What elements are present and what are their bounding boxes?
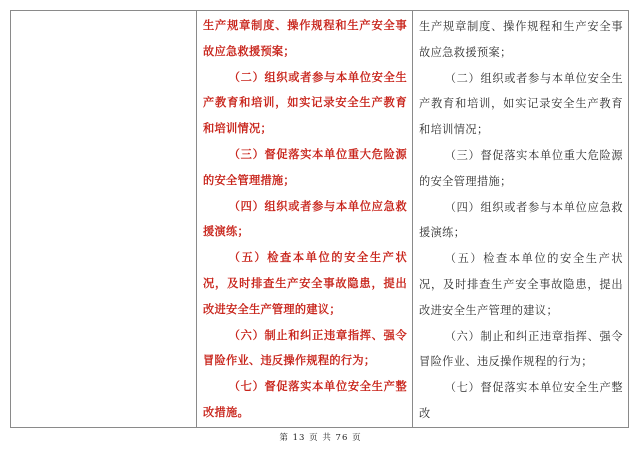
revised-paragraph: （六）制止和纠正违章指挥、强令冒险作业、违反操作规程的行为； — [203, 328, 407, 368]
revised-paragraph: （三）督促落实本单位重大危险源的安全管理措施； — [203, 147, 407, 187]
revised-text-cell — [197, 11, 413, 428]
original-text-cell — [413, 11, 629, 428]
original-paragraph: （六）制止和纠正违章指挥、强令冒险作业、违反操作规程的行为； — [419, 329, 623, 369]
blank-cell-text — [11, 11, 196, 13]
page-number-footer: 第 13 页 共 76 页 — [279, 433, 362, 443]
original-paragraph: （二）组织或者参与本单位安全生产教育和培训，如实记录安全生产教育和培训情况； — [419, 71, 623, 137]
original-paragraph: （七）督促落实本单位安全生产整改 — [419, 381, 623, 420]
original-paragraph: 生产规章制度、操作规程和生产安全事故应急救援预案； — [419, 20, 623, 59]
revised-paragraph: 生产规章制度、操作规程和生产安全事故应急救援预案； — [203, 19, 407, 58]
original-paragraph: （三）督促落实本单位重大危险源的安全管理措施； — [419, 148, 623, 188]
table-row — [11, 11, 629, 428]
original-paragraph: （五）检查本单位的安全生产状况，及时排查生产安全事故隐患，提出改进安全生产管理的建议； — [419, 252, 623, 317]
revised-paragraph: （二）组织或者参与本单位安全生产教育和培训，如实记录安全生产教育和培训情况； — [203, 70, 407, 136]
comparison-table — [10, 10, 629, 428]
original-paragraph: （四）组织或者参与本单位应急救援演练； — [419, 200, 623, 240]
revised-paragraph: （七）督促落实本单位安全生产整改措施。 — [203, 380, 407, 419]
revised-paragraph: （四）组织或者参与本单位应急救援演练； — [203, 199, 407, 239]
blank-cell — [11, 11, 197, 428]
revised-paragraph: （五）检查本单位的安全生产状况，及时排查生产安全事故隐患，提出改进安全生产管理的建议； — [203, 251, 407, 316]
